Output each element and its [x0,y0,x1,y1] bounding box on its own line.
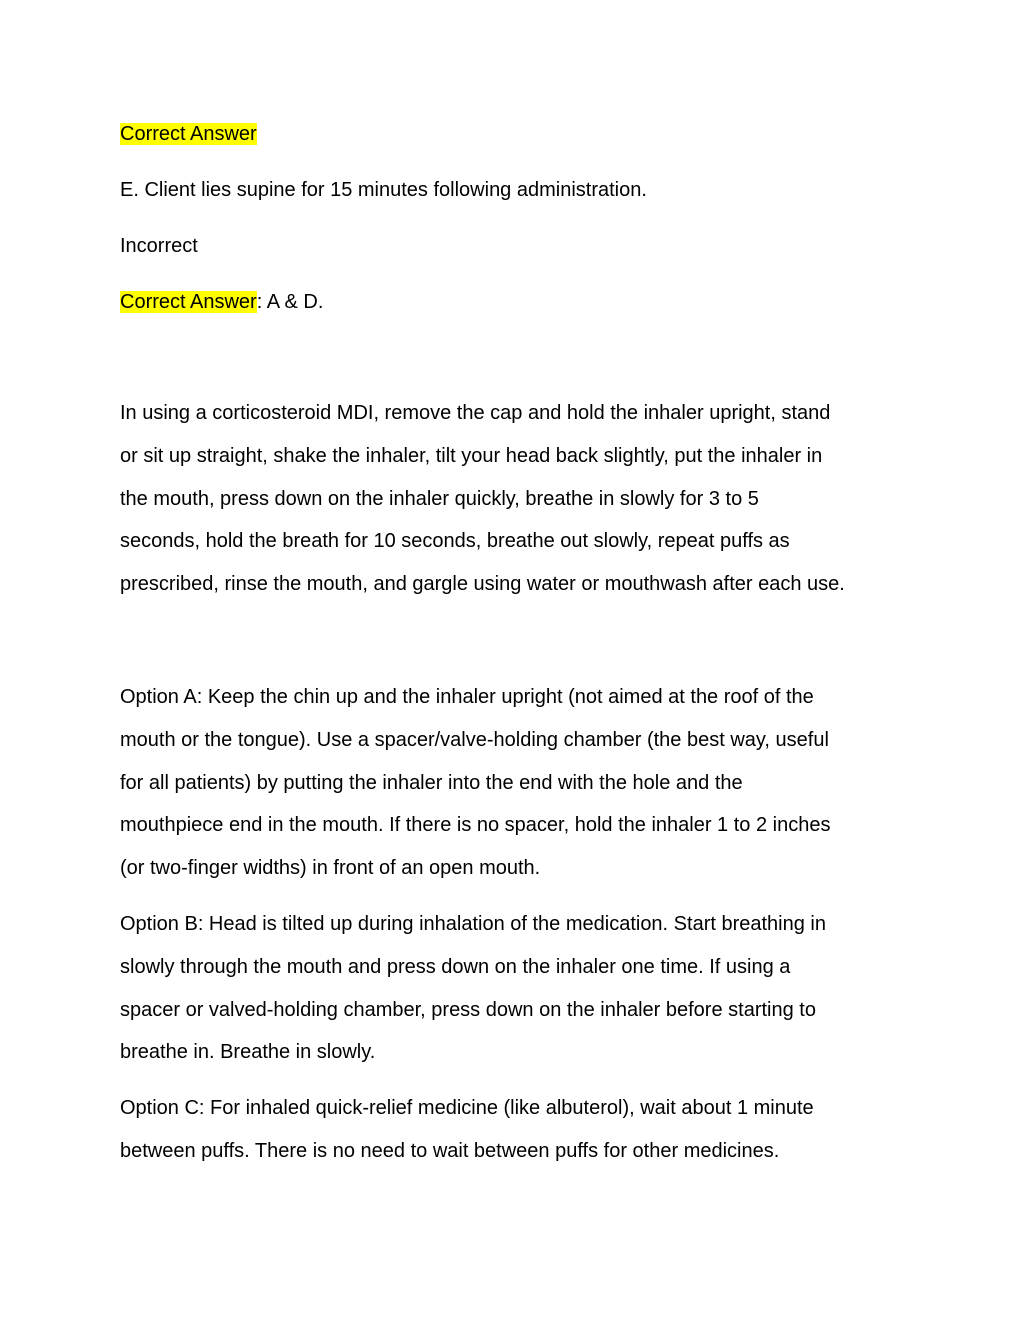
option-a-line: mouthpiece end in the mouth. If there is no spacer, hold the inhaler 1 to 2 inches [120,814,831,837]
option-b-paragraph [120,903,910,1074]
rationale-line: prescribed, rinse the mouth, and gargle using water or mouthwash after each use. [120,573,845,596]
rationale-line: In using a corticosteroid MDI, remove the cap and hold the inhaler upright, stand [120,402,831,424]
rationale-line: seconds, hold the breath for 10 seconds, breathe out slowly, repeat puffs as [120,530,790,553]
option-b-line: Option B: Head is tilted up during inhalation of the medication. Start breathing in [120,913,826,935]
result-text: Incorrect [120,235,198,257]
option-a-paragraph [120,676,910,890]
rationale-line: or sit up straight, shake the inhaler, tilt your head back slightly, put the inhaler in [120,444,823,467]
correct-answer-highlight: Correct Answer [120,123,257,145]
option-c-paragraph [120,1087,910,1173]
option-a-line: for all patients) by putting the inhaler into the end with the hole and the [120,771,743,794]
option-b-line: breathe in. Breathe in slowly. [120,1041,376,1064]
correct-answer-line [120,291,910,313]
rationale-line: the mouth, press down on the inhaler quickly, breathe in slowly for 3 to 5 [120,487,759,510]
option-b-line: spacer or valved-holding chamber, press down on the inhaler before starting to [120,998,816,1021]
option-a-line: mouth or the tongue). Use a spacer/valve-holding chamber (the best way, useful [120,728,829,751]
option-b-line: slowly through the mouth and press down on the inhaler one time. If using a [120,955,791,978]
option-c-line: between puffs. There is no need to wait between puffs for other medicines. [120,1139,780,1162]
option-c-line: Option C: For inhaled quick-relief medicine (like albuterol), wait about 1 minute [120,1097,814,1119]
correct-answer-value: : A & D. [256,291,324,313]
correct-answer-highlight-2: Correct Answer [120,291,257,313]
option-a-line: (or two-finger widths) in front of an open mouth. [120,857,541,880]
correct-answer-heading [120,123,910,145]
option-a-line: Option A: Keep the chin up and the inhaler upright (not aimed at the roof of the [120,686,814,708]
rationale-paragraph [120,392,910,606]
answer-e-text: E. Client lies supine for 15 minutes following administration. [120,179,647,201]
